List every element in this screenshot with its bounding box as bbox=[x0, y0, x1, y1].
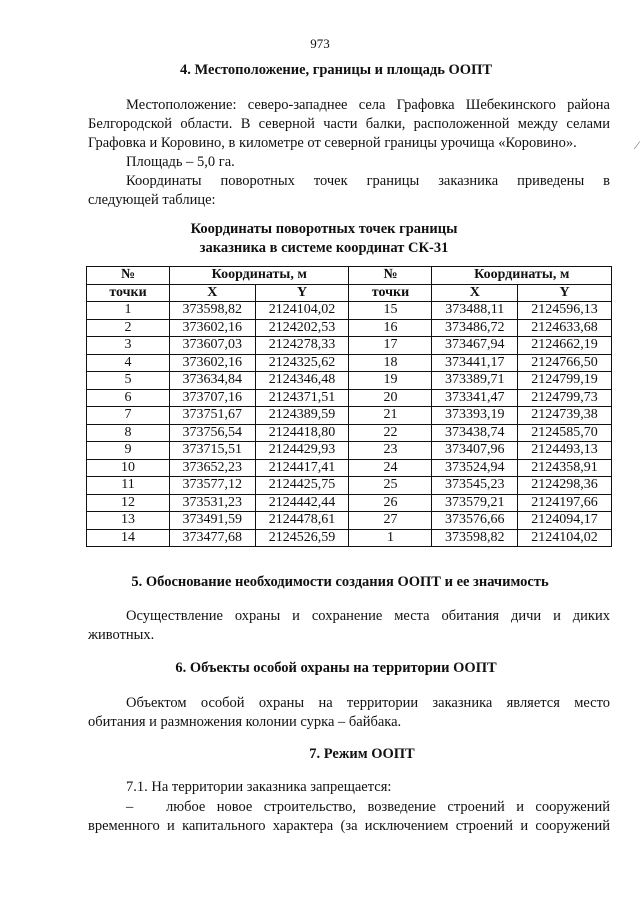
x-left: 373602,16 bbox=[170, 319, 256, 337]
x-left: 373607,03 bbox=[170, 337, 256, 355]
y-left: 2124346,48 bbox=[255, 372, 349, 390]
table-row bbox=[87, 424, 612, 442]
table-row bbox=[87, 494, 612, 512]
section-4-location bbox=[88, 96, 610, 153]
table-row bbox=[87, 477, 612, 495]
table-row bbox=[87, 389, 612, 407]
y-left: 2124442,44 bbox=[255, 494, 349, 512]
table-row bbox=[87, 354, 612, 372]
y-left: 2124104,02 bbox=[255, 302, 349, 320]
point-num-right: 26 bbox=[349, 494, 432, 512]
point-num-left: 14 bbox=[87, 529, 170, 547]
section-4-heading: 4. Местоположение, границы и площадь ООПТ bbox=[179, 62, 493, 78]
x-header-left: X bbox=[170, 284, 256, 302]
x-right: 373488,11 bbox=[432, 302, 518, 320]
x-left: 373491,59 bbox=[170, 512, 256, 530]
point-num-right: 16 bbox=[349, 319, 432, 337]
x-right: 373441,17 bbox=[432, 354, 518, 372]
x-right: 373393,19 bbox=[432, 407, 518, 425]
num-header-left: № bbox=[87, 267, 170, 285]
section-4-area bbox=[88, 153, 610, 172]
point-num-right: 19 bbox=[349, 372, 432, 390]
section-7-bullet bbox=[88, 798, 610, 836]
table-row bbox=[87, 302, 612, 320]
table-row bbox=[87, 512, 612, 530]
table-row bbox=[87, 407, 612, 425]
x-right: 373407,96 bbox=[432, 442, 518, 460]
bullet-dash: – bbox=[126, 799, 134, 815]
x-right: 373341,47 bbox=[432, 389, 518, 407]
x-right: 373467,94 bbox=[432, 337, 518, 355]
x-left: 373531,23 bbox=[170, 494, 256, 512]
y-right: 2124596,13 bbox=[518, 302, 612, 320]
x-left: 373577,12 bbox=[170, 477, 256, 495]
y-left: 2124425,75 bbox=[255, 477, 349, 495]
page-number: 973 bbox=[310, 36, 330, 51]
section-6-line-1: Объектом особой охраны на территории заказника является место bbox=[126, 695, 610, 711]
y-left: 2124417,41 bbox=[255, 459, 349, 477]
y-header-right: Y bbox=[518, 284, 612, 302]
point-num-left: 2 bbox=[87, 319, 170, 337]
section-5-heading: 5. Обоснование необходимости создания ООПТ и ее значимость bbox=[131, 574, 549, 590]
area-line: Площадь – 5,0 га. bbox=[126, 154, 235, 170]
table-header-row-2 bbox=[87, 284, 612, 302]
x-right: 373389,71 bbox=[432, 372, 518, 390]
point-num-right: 15 bbox=[349, 302, 432, 320]
section-5-line-1: Осуществление охраны и сохранение места обитания дичи и диких bbox=[126, 608, 610, 624]
point-num-left: 13 bbox=[87, 512, 170, 530]
y-right: 2124799,73 bbox=[518, 389, 612, 407]
point-num-right: 25 bbox=[349, 477, 432, 495]
y-left: 2124478,61 bbox=[255, 512, 349, 530]
point-num-left: 4 bbox=[87, 354, 170, 372]
point-num-left: 12 bbox=[87, 494, 170, 512]
num-sub-left: точки bbox=[87, 284, 170, 302]
table-title bbox=[0, 220, 640, 258]
point-num-right: 22 bbox=[349, 424, 432, 442]
coordinates-table bbox=[86, 266, 612, 547]
y-right: 2124493,13 bbox=[518, 442, 612, 460]
table-title-line-2: заказника в системе координат СК-31 bbox=[199, 240, 449, 256]
section-7-heading: 7. Режим ООПТ bbox=[309, 746, 415, 762]
point-num-left: 6 bbox=[87, 389, 170, 407]
section-6-heading: 6. Объекты особой охраны на территории ООПТ bbox=[175, 660, 497, 676]
table-body bbox=[87, 302, 612, 547]
y-left: 2124325,62 bbox=[255, 354, 349, 372]
section-7-bullet-line-1 bbox=[88, 798, 610, 817]
y-right: 2124799,19 bbox=[518, 372, 612, 390]
x-right: 373576,66 bbox=[432, 512, 518, 530]
table-row bbox=[87, 459, 612, 477]
coords-header-right: Координаты, м bbox=[432, 267, 612, 285]
y-right: 2124094,17 bbox=[518, 512, 612, 530]
y-left: 2124418,80 bbox=[255, 424, 349, 442]
x-right: 373486,72 bbox=[432, 319, 518, 337]
margin-mark: ⁄ bbox=[635, 138, 638, 152]
y-left: 2124371,51 bbox=[255, 389, 349, 407]
section-7-bullet-line-2: временного и капитального характера (за исключением строений и сооружений bbox=[88, 818, 610, 834]
point-num-right: 27 bbox=[349, 512, 432, 530]
y-right: 2124585,70 bbox=[518, 424, 612, 442]
x-right: 373545,23 bbox=[432, 477, 518, 495]
y-right: 2124739,38 bbox=[518, 407, 612, 425]
table-row bbox=[87, 319, 612, 337]
location-line-1: Местоположение: северо-западнее села Графовка Шебекинского района bbox=[126, 97, 610, 113]
section-7-item-line: 7.1. На территории заказника запрещается: bbox=[126, 779, 392, 795]
point-num-right: 24 bbox=[349, 459, 432, 477]
x-left: 373477,68 bbox=[170, 529, 256, 547]
point-num-right: 21 bbox=[349, 407, 432, 425]
x-right: 373438,74 bbox=[432, 424, 518, 442]
point-num-left: 9 bbox=[87, 442, 170, 460]
point-num-left: 10 bbox=[87, 459, 170, 477]
point-num-right: 23 bbox=[349, 442, 432, 460]
section-5-line-2: животных. bbox=[88, 627, 155, 643]
point-num-right: 20 bbox=[349, 389, 432, 407]
coords-intro-line-2: следующей таблице: bbox=[88, 192, 216, 208]
num-header-right: № bbox=[349, 267, 432, 285]
point-num-left: 1 bbox=[87, 302, 170, 320]
table-row bbox=[87, 442, 612, 460]
point-num-right: 18 bbox=[349, 354, 432, 372]
y-right: 2124298,36 bbox=[518, 477, 612, 495]
section-6-line-2: обитания и размножения колонии сурка – байбака. bbox=[88, 714, 402, 730]
y-left: 2124389,59 bbox=[255, 407, 349, 425]
y-left: 2124202,53 bbox=[255, 319, 349, 337]
x-left: 373652,23 bbox=[170, 459, 256, 477]
x-left: 373707,16 bbox=[170, 389, 256, 407]
y-left: 2124278,33 bbox=[255, 337, 349, 355]
section-6-text bbox=[88, 694, 610, 732]
x-header-right: X bbox=[432, 284, 518, 302]
table-row bbox=[87, 529, 612, 547]
table-header-row-1 bbox=[87, 267, 612, 285]
x-right: 373598,82 bbox=[432, 529, 518, 547]
y-right: 2124662,19 bbox=[518, 337, 612, 355]
section-7-item bbox=[88, 778, 610, 797]
section-5-text bbox=[88, 607, 610, 645]
location-line-3: Графовка и Коровино, в километре от северной границы урочища «Коровино». bbox=[88, 135, 577, 151]
x-left: 373715,51 bbox=[170, 442, 256, 460]
point-num-left: 5 bbox=[87, 372, 170, 390]
point-num-left: 8 bbox=[87, 424, 170, 442]
y-right: 2124197,66 bbox=[518, 494, 612, 512]
y-right: 2124104,02 bbox=[518, 529, 612, 547]
x-left: 373598,82 bbox=[170, 302, 256, 320]
y-right: 2124633,68 bbox=[518, 319, 612, 337]
point-num-left: 7 bbox=[87, 407, 170, 425]
x-right: 373524,94 bbox=[432, 459, 518, 477]
table-row bbox=[87, 337, 612, 355]
y-header-left: Y bbox=[255, 284, 349, 302]
y-left: 2124526,59 bbox=[255, 529, 349, 547]
point-num-right: 1 bbox=[349, 529, 432, 547]
bullet-text: любое новое строительство, возведение строений и сооружений bbox=[166, 799, 610, 815]
coords-intro-line-1: Координаты поворотных точек границы заказника приведены в bbox=[126, 173, 610, 189]
y-left: 2124429,93 bbox=[255, 442, 349, 460]
x-left: 373751,67 bbox=[170, 407, 256, 425]
table-row bbox=[87, 372, 612, 390]
x-left: 373634,84 bbox=[170, 372, 256, 390]
point-num-left: 11 bbox=[87, 477, 170, 495]
table-title-line-1: Координаты поворотных точек границы bbox=[190, 221, 458, 237]
num-sub-right: точки bbox=[349, 284, 432, 302]
y-right: 2124358,91 bbox=[518, 459, 612, 477]
point-num-left: 3 bbox=[87, 337, 170, 355]
coords-header-left: Координаты, м bbox=[170, 267, 349, 285]
point-num-right: 17 bbox=[349, 337, 432, 355]
y-right: 2124766,50 bbox=[518, 354, 612, 372]
location-line-2: Белгородской области. В северной части балки, расположенной между селами bbox=[88, 116, 610, 132]
section-4-coords-intro bbox=[88, 172, 610, 210]
x-left: 373756,54 bbox=[170, 424, 256, 442]
x-right: 373579,21 bbox=[432, 494, 518, 512]
x-left: 373602,16 bbox=[170, 354, 256, 372]
